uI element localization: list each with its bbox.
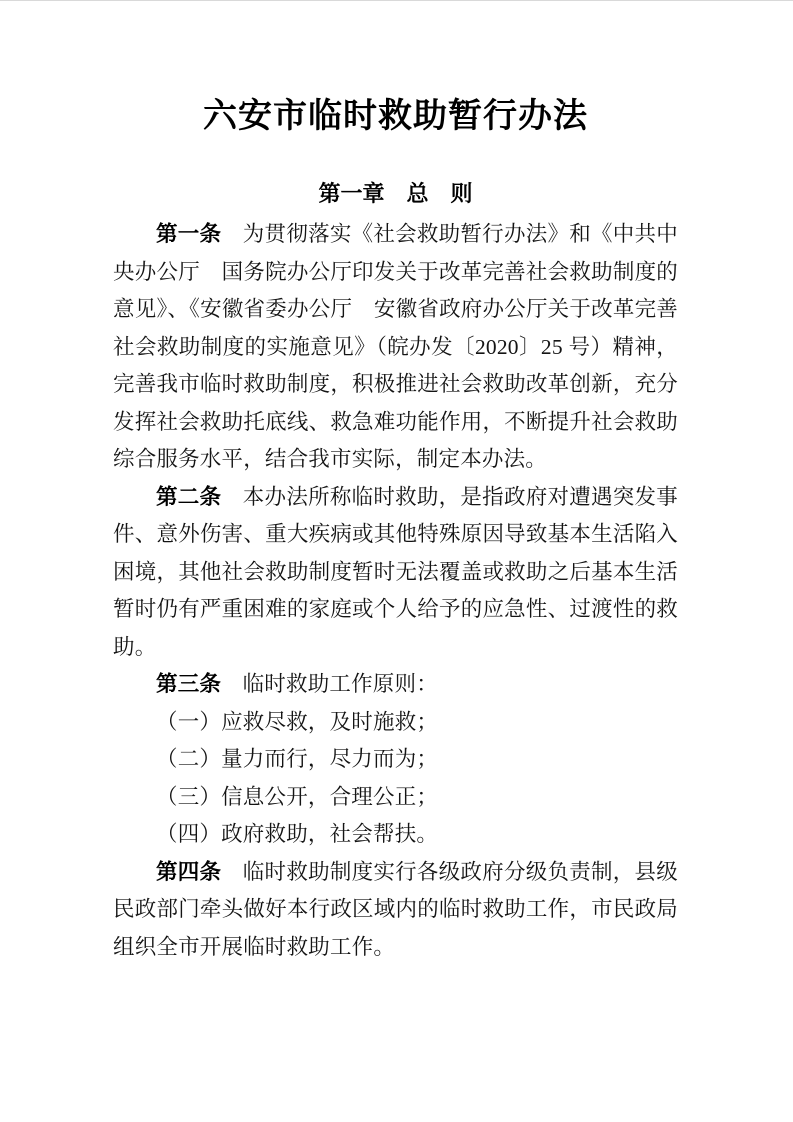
article-3-text: 临时救助工作原则： [242, 672, 438, 696]
principle-item-1: （一）应救尽救，及时施救； [156, 709, 439, 734]
article-1-text: 为贯彻落实《社会救助暂行办法》和《中共中央办公厅 国务院办公厅印发关于改革完善社会救助制度的意见》、《安徽省委办公厅 安徽省政府办公厅关于改革完善社会救助制度的实施意见》（皖办发〔2020〕25 号）精神，完善我市临时救助制度，积极推进社会救助改革创新，充分发挥社会救助托底线、救急难功能作用，不断提升社会救助综合服务水平，结合我市实际，制定本办法。 [113, 222, 678, 471]
article-4-label: 第四条 [156, 859, 222, 885]
article-3 [113, 666, 678, 704]
article-2-text: 本办法所称临时救助，是指政府对遭遇突发事件、意外伤害、重大疾病或其他特殊原因导致基本生活陷入困境，其他社会救助制度暂时无法覆盖或救助之后基本生活暂时仍有严重困难的家庭或个人给予的应急性、过渡性的救助。 [113, 484, 678, 659]
principle-item-2: （二）量力而行，尽力而为； [156, 747, 439, 771]
article-1 [113, 216, 678, 479]
article-3-label: 第三条 [156, 672, 222, 697]
document-content [0, 1, 793, 966]
article-4 [113, 854, 678, 967]
article-4-text: 临时救助制度实行各级政府分级负责制，县级民政部门牵头做好本行政区域内的临时救助工作，市民政局组织全市开展临时救助工作。 [113, 859, 678, 959]
principle-item-4: （四）政府救助，社会帮扶。 [156, 822, 439, 846]
principle-item-3: （三）信息公开，合理公正； [156, 784, 439, 809]
document-body [113, 216, 678, 966]
document-title: 六安市临时救助暂行办法 [203, 96, 588, 136]
article-2 [113, 479, 678, 667]
article-1-label: 第一条 [156, 222, 222, 247]
article-2-label: 第二条 [156, 484, 222, 510]
chapter-heading: 第一章 总 则 [318, 182, 473, 207]
